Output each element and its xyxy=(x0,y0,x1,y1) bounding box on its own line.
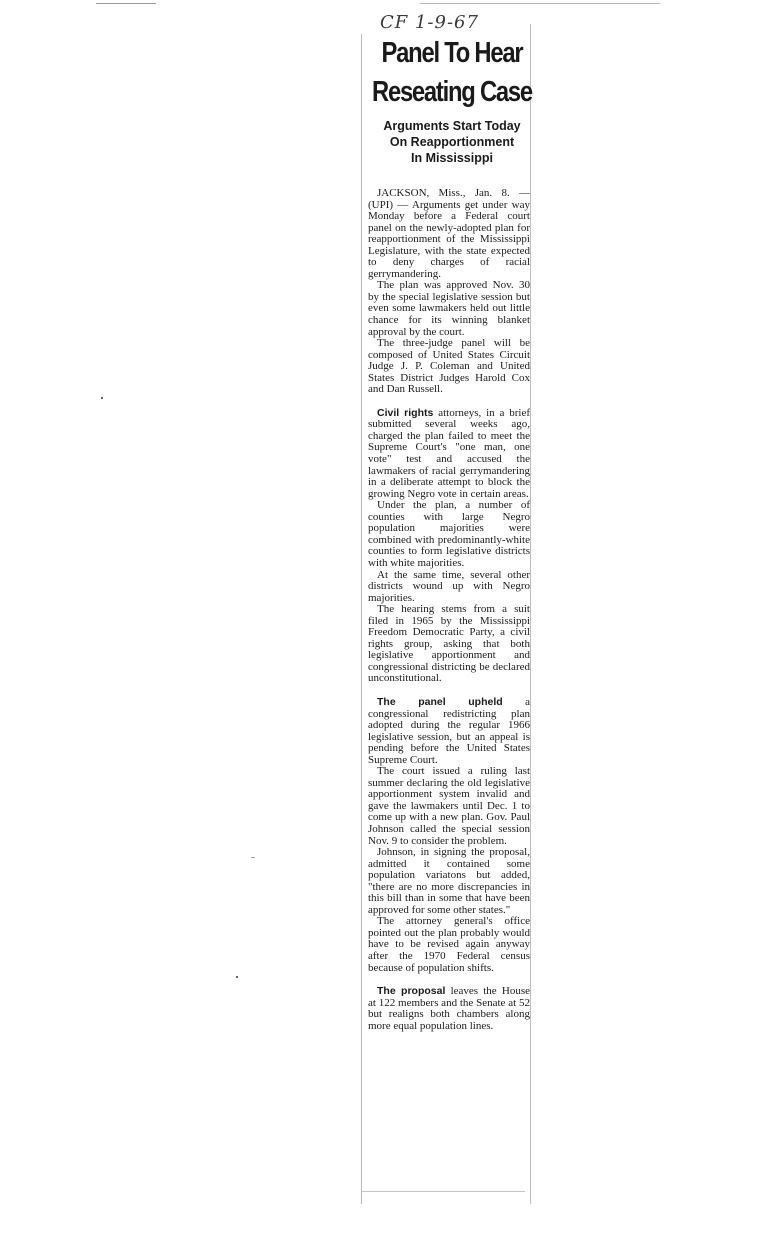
paragraph xyxy=(368,338,530,396)
subheadline-line-1: Arguments Start Today xyxy=(383,119,521,133)
subheadline-line-3: In Mississippi xyxy=(411,151,493,165)
paragraph-text: The court issued a ruling last summer declaring the old legislative apportionment system invalid and gave the lawmakers until Dec. 1 to come up with a new plan. Gov. Paul Johnson called the special session Nov. 9 to consider the problem. xyxy=(368,765,530,847)
paragraph xyxy=(368,847,530,916)
clipping-edge-bottom xyxy=(361,1191,525,1192)
paragraph-text: The plan was approved Nov. 30 by the special legislative session but even some lawmakers held out little chance for its winning blanket approval by the court. xyxy=(368,279,530,338)
headline-line-1: Panel To Hear xyxy=(381,37,523,69)
paragraph xyxy=(368,408,530,500)
paragraph xyxy=(368,500,530,569)
paragraph xyxy=(368,570,530,605)
headline-line-2: Reseating Case xyxy=(372,76,532,108)
clipping-edge-left xyxy=(361,34,362,1204)
paragraph-lead: Civil rights xyxy=(377,406,434,419)
clipping-edge-right xyxy=(530,24,531,1204)
scan-artifact-top-right xyxy=(420,3,660,4)
headline xyxy=(372,34,532,112)
newspaper-clipping xyxy=(364,14,534,1194)
paragraph xyxy=(368,766,530,847)
scan-speck xyxy=(251,857,255,858)
paragraph xyxy=(368,916,530,974)
paragraph-text: JACKSON, Miss., Jan. 8. — (UPI) — Arguments get under way Monday before a Federal court panel on the newly-adopted plan for reapportionment of the Mississippi Legislature, with the state expected to deny charges of racial gerrymandering. xyxy=(368,187,530,280)
subheadline-line-2: On Reapportionment xyxy=(389,135,515,149)
scan-artifact-top-left xyxy=(96,3,156,4)
paragraph-text: a congressional redistricting plan adopted during the regular 1966 legislative session, but an appeal is pending before the United States Supreme Court. xyxy=(368,695,530,766)
paragraph xyxy=(368,188,530,280)
paragraph-text: The three-judge panel will be composed of United States Circuit Judge J. P. Coleman and United States District Judges Harold Cox and Dan Russell. xyxy=(368,337,530,396)
paragraph-text: leaves the House at 122 members and the Senate at 52 but realigns both chambers along more equal population lines. xyxy=(368,985,530,1032)
paragraph-text: Johnson, in signing the proposal, admitted it contained some population variatons but added, "there are no more discrepancies in this bill than in some that have been approved for some other states." xyxy=(368,846,530,916)
scan-speck xyxy=(236,976,238,978)
paragraph xyxy=(368,986,530,1032)
paragraph-lead: The proposal xyxy=(377,985,446,998)
paragraph-lead: The panel upheld xyxy=(377,695,503,708)
paragraph-text: attorneys, in a brief submitted several weeks ago, charged the plan failed to meet the Supreme Court's "one man, one vote" test and accused the lawmakers of racial gerrymandering in a deliberate attempt to block the growing Negro vote in certain areas. xyxy=(368,406,530,500)
paragraph-text: At the same time, several other districts wound up with Negro majorities. xyxy=(368,568,530,604)
paragraph xyxy=(368,280,530,338)
article-body xyxy=(368,188,530,1032)
scan-speck xyxy=(101,397,103,399)
subheadline xyxy=(372,118,532,166)
handwritten-note: CF 1-9-67 xyxy=(380,12,479,33)
paragraph xyxy=(368,697,530,766)
paragraph-text: The hearing stems from a suit filed in 1965 by the Mississippi Freedom Democratic Party, a civil rights group, asking that both legislative apportionment and congressional districting be declared unconstitutional. xyxy=(368,603,530,685)
paragraph-text: The attorney general's office pointed out the plan probably would have to be revised again anyway after the 1970 Federal census because of population shifts. xyxy=(368,915,530,974)
paragraph xyxy=(368,604,530,685)
paragraph-text: Under the plan, a number of counties with large Negro population majorities were combined with predominantly-white counties to form legislative districts with white majorities. xyxy=(368,499,530,569)
